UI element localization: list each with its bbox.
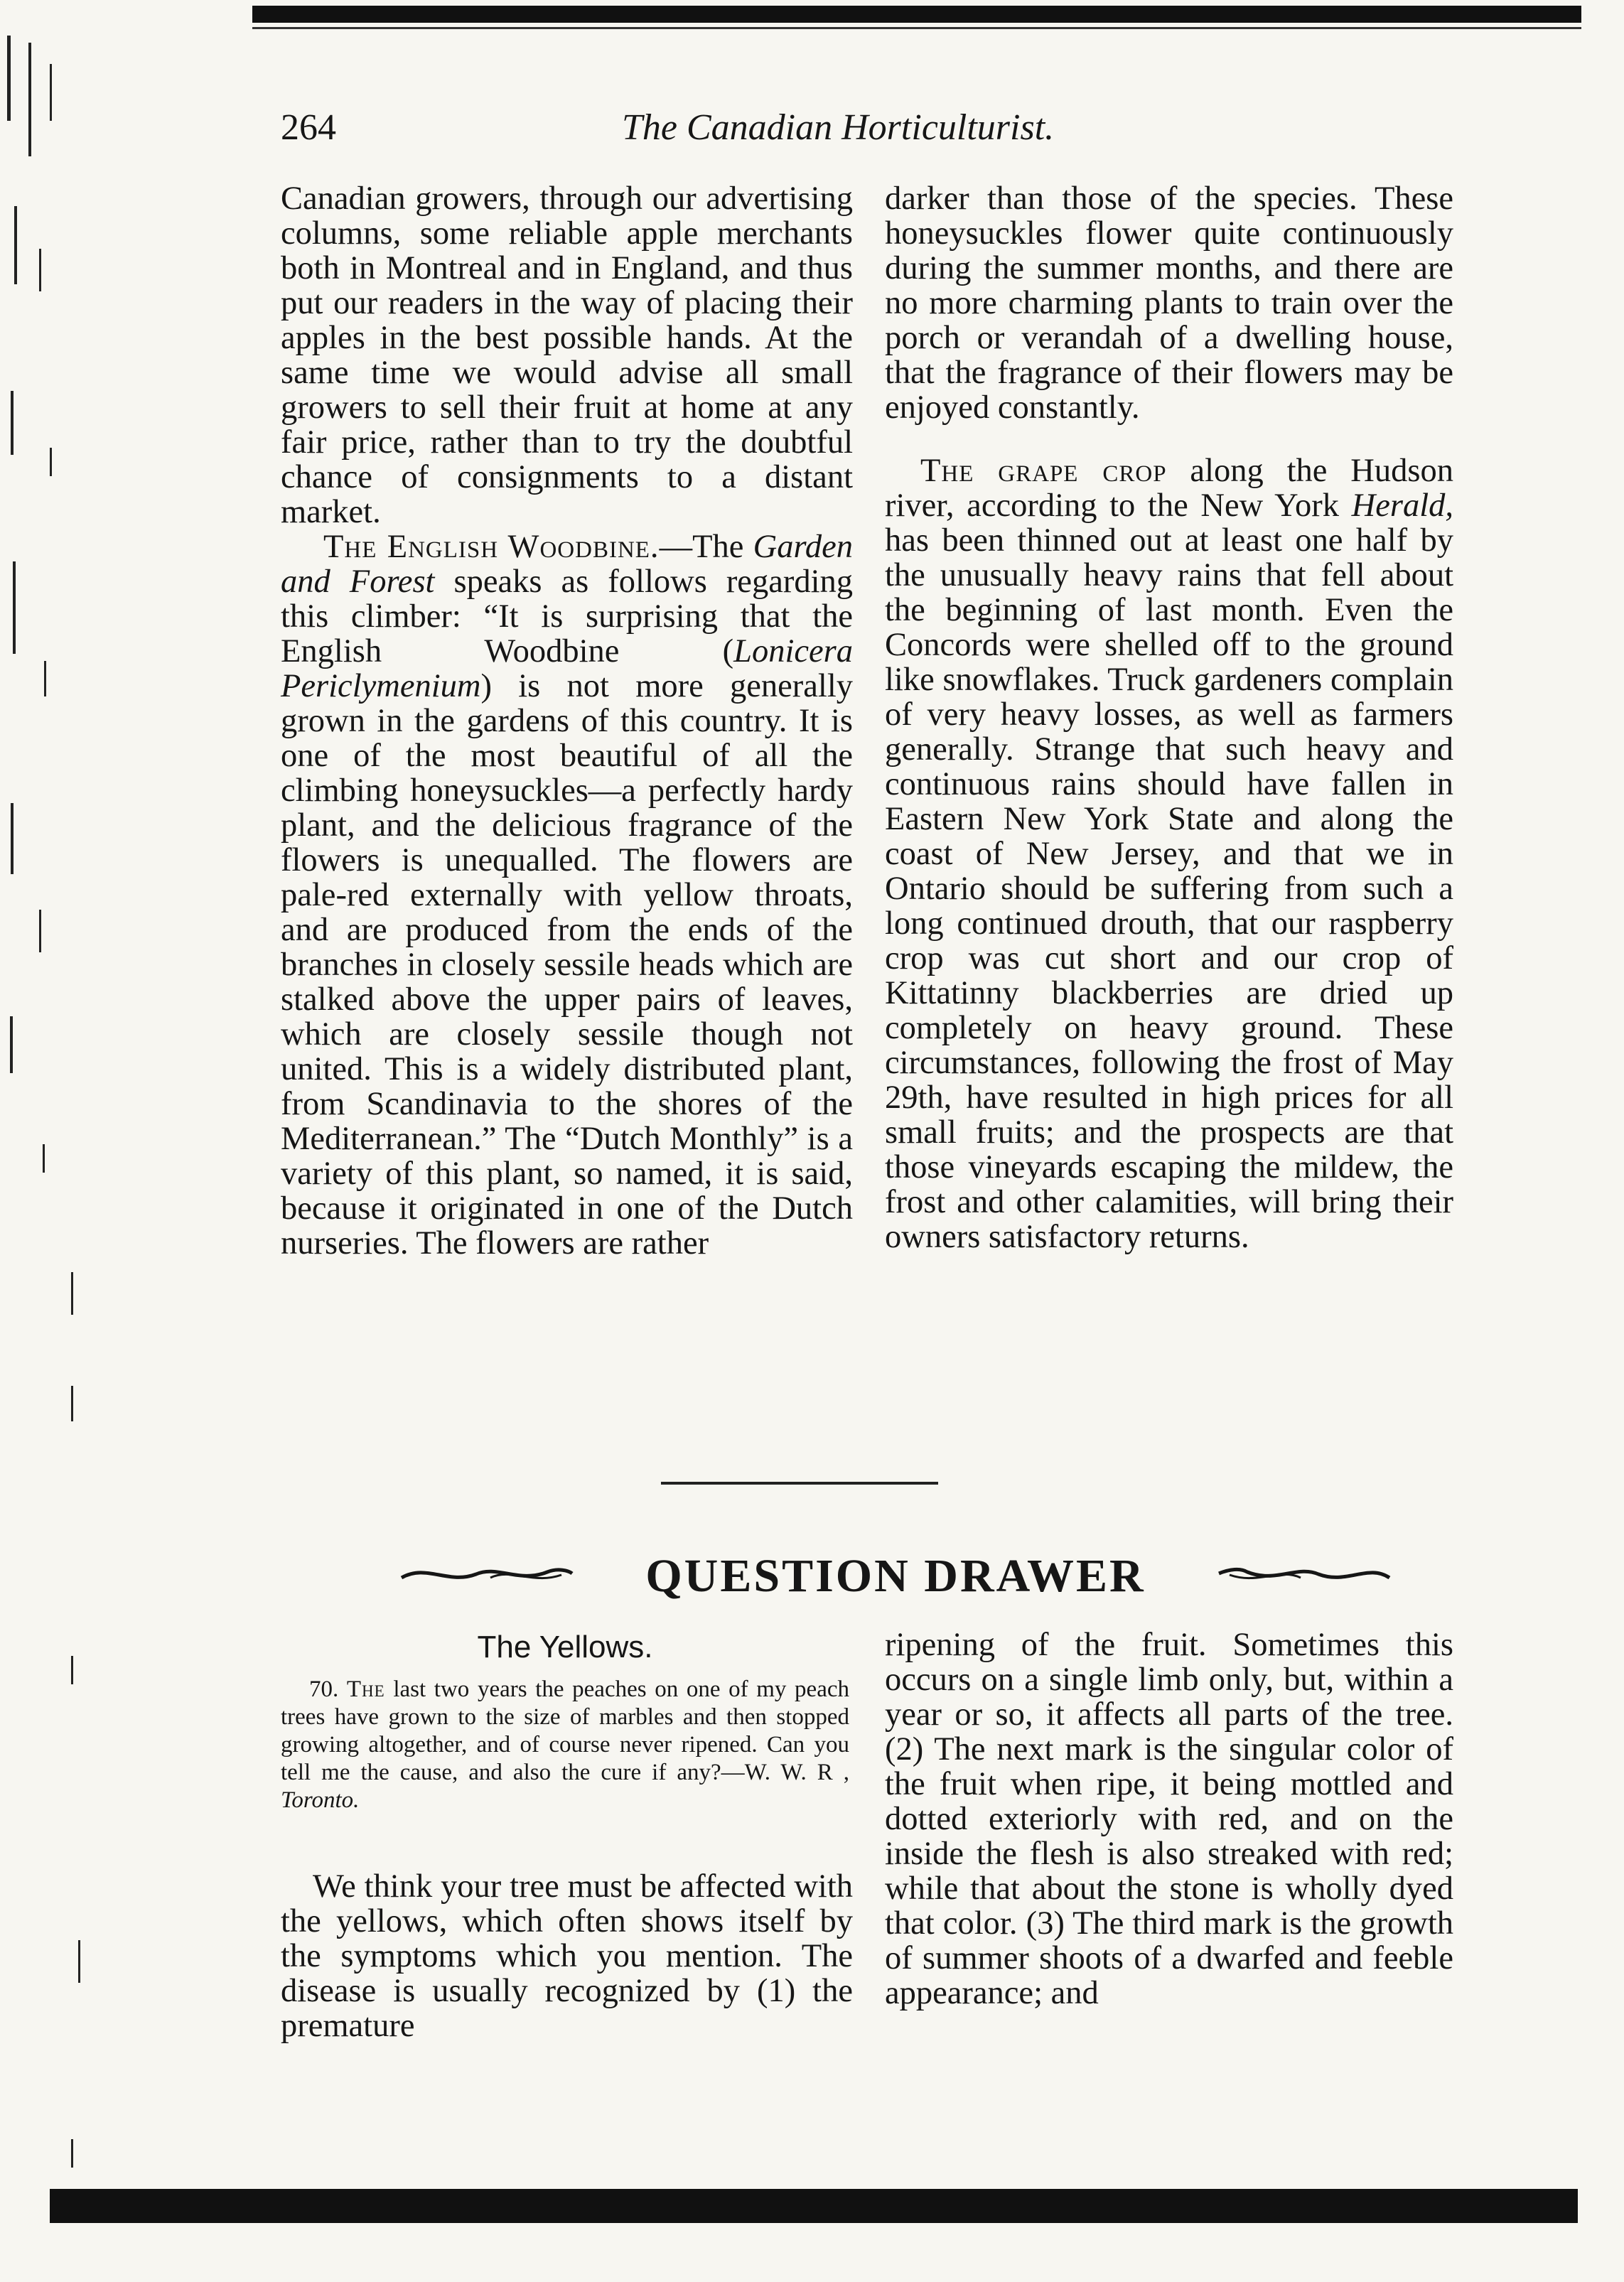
right-flourish-ornament [1215, 1556, 1393, 1592]
answer-right-column [885, 1627, 1453, 2011]
right-column [885, 181, 1453, 1254]
section-lead: The grape crop [920, 453, 1167, 489]
question-text: 70. The last two years the peaches on one of my peach trees have grown to the size of marbles and then stopped growing altogether, and of course never ripened. Can you tell me the cause, and also the cure if any?—W. W. R , Toronto. [281, 1676, 849, 1813]
question-place: Toronto. [281, 1787, 360, 1813]
article-paragraph: darker than those of the species. These honeysuckles flower quite continuously during the summer months, and there are no more charming plants to train over the porch or verandah of a dwelling house, that the fragrance of their flowers may be enjoyed constantly. [885, 181, 1453, 426]
page-header [281, 107, 1532, 156]
question-drawer-heading [398, 1549, 1393, 1606]
page-number: 264 [281, 107, 336, 148]
answer-left-column [281, 1869, 853, 2043]
answer-paragraph: ripening of the fruit. Sometimes this occurs on a single limb only, but, within a year or so, it affects all parts of the tree. (2) The next mark is the singular color of the fruit when ripe, it being mottled and dotted exteriorly with red, and on the inside the flesh is also streaked with red; while that about the stone is wholly dyed that color. (3) The third mark is the growth of summer shoots of a dwarfed and feeble appearance; and [885, 1627, 1453, 2011]
question-title: The Yellows. [477, 1630, 653, 1664]
top-thin-rule [252, 27, 1581, 29]
answer-paragraph: We think your tree must be affected with the yellows, which often shows itself by the symptoms which you mention. The disease is usually recognized by (1) the premature [281, 1868, 853, 2044]
left-column [281, 181, 853, 1261]
source-title: Garden and Forest [281, 529, 854, 600]
section-divider [661, 1482, 938, 1485]
latin-name: Lonicera Periclymenium [281, 633, 853, 704]
source-title: Herald, [1351, 488, 1453, 524]
grape-crop-paragraph: The grape crop along the Hudson river, according to the New York Herald, has been thinned out at least one half by the unusually heavy rains that fell about the beginning of last month. Even the Concords were shelled off to the ground like snowflakes. Truck gardeners complain of very heavy losses, as well as farmers generally. Strange that such heavy and continuous rains should have fallen in Eastern New York State and along the coast of New Jersey, and that we in Ontario should be suffering from such a long continued drouth, that our raspberry crop was cut short and our crop of Kittatinny blackberries are dried up completely on heavy ground. These circumstances, following the frost of May 29th, have resulted in high prices for all small fruits; and the prospects are that those vineyards escaping the mildew, the frost and other calamities, will bring their owners satisfactory returns. [885, 453, 1453, 1255]
running-title: The Canadian Horticulturist. [622, 107, 1055, 148]
binding-edge-marks [0, 21, 92, 2189]
section-lead: The English Woodbine. [323, 529, 660, 565]
woodbine-paragraph: The English Woodbine.—The Garden and Forest speaks as follows regarding this climber: “It is surprising that the English Woodbine (Lonicera Periclymenium) is not more generally grown in the gardens of this country. It is one of the most beautiful of all the climbing honeysuckles—a perfectly hardy plant, and the delicious fragrance of the flowers is unequalled. The flowers are pale-red externally with yellow throats, and are produced from the ends of the branches in closely sessile heads which are stalked above the upper pairs of leaves, which are closely sessile though not united. This is a widely distributed plant, from Scandinavia to the shores of the Mediterranean.” The “Dutch Monthly” is a variety of this plant, so named, it is said, because it originated in one of the Dutch nurseries. The flowers are rather [281, 529, 854, 1261]
article-paragraph: Canadian growers, through our advertising columns, some reliable apple merchants both in Montreal and in England, and thus put our readers in the way of placing their apples in the best possible hands. At the same time we would advise all small growers to sell their fruit at home at any fair price, rather than to try the doubtful chance of consignments to a distant market. [281, 181, 853, 530]
question-drawer-title: QUESTION DRAWER [645, 1550, 1146, 1602]
left-flourish-ornament [398, 1556, 576, 1592]
question-number: 70. [309, 1676, 339, 1702]
top-border-rule [252, 6, 1581, 23]
bottom-border-rule [50, 2189, 1578, 2223]
